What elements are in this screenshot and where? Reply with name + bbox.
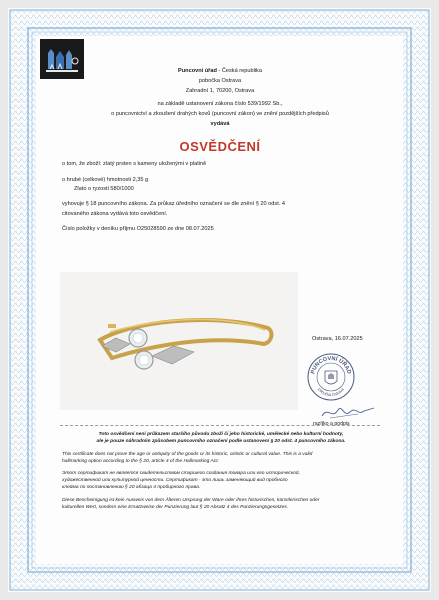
office-name: Puncovní úřad [178,68,217,74]
section-divider [60,425,380,426]
disclaimer-ru-line-3: клейма по постановлению § 20 абзаца 4 пробирного права. [62,485,201,490]
ledger-entry: Číslo položky v deníku příjmu O25028590 ze dne 08.07.2025 [62,226,214,232]
disclaimer-en-line-1: This certificate does not prove the age or antiquity of the goods or its historic, artistic or cultural value. This is a valid [62,452,313,457]
compliance-line-2: citovaného zákona vydává toto osvědčení. [62,211,168,217]
disclaimer-en-line-2: hallmarking option according to the § 20, article 4 of the Hallmarking Act. [62,459,219,464]
disclaimer-de-line-2: kulturellen Wert, sondern eine Ersatzweise der Punzierung laut § 20 Absatz 4 des Punzierungsgesetzes. [62,505,289,510]
document-title: OSVĚDČENÍ [179,139,261,154]
legal-basis-line-2: o puncovnictví a zkoušení drahých kovů (puncovní zákon) ve znění pozdějších předpisů [111,111,329,117]
office-branch: pobočka Ostrava [198,78,242,84]
stamp-text-bottom: pobočka Ostrava [317,386,345,398]
place-and-date: Ostrava, 16.07.2025 [312,336,363,342]
compliance-line-1: vyhovuje § 18 puncovního zákona. Za průkaz úředního označení se dle znění § 20 odst. 4 [62,201,285,207]
handwritten-signature [318,402,378,422]
ring-photo [60,272,298,410]
issues-label: vydává [210,121,230,127]
disclaimer-ru-line-1: Этот сертификат не является свидетельством старшего создания товара или его исторической, [62,471,300,476]
disclaimer-ru-line-2: художественной или культурной ценности. Сертификат - это лишь заменяющий вид пробного [62,478,288,483]
office-name-separator: - [216,68,222,74]
office-address: Zahradní 1, 70200, Ostrava [185,88,255,94]
stamp-text-top: PUNCOVNÍ ÚŘAD [310,355,352,375]
svg-text:pobočka Ostrava [317,386,345,397]
item-description: o tom, že zboží: zlatý prsten s kameny uloženými v platině [62,161,207,167]
official-round-stamp-icon [306,352,356,402]
disclaimer-cz-line-2: ale je pouze náhradním způsobem puncovního označení podle ustanovení § 20 odst. 4 puncovního zákona. [96,439,346,444]
svg-text:PUNCOVNÍ ÚŘAD [310,355,351,375]
stamp-and-signature-label: razítko a podpis [313,421,350,427]
disclaimer-cz-line-1: Toto osvědčení není průkazem staršího původu zboží či jeho historické, umělecké nebo kulturní hodnoty, [98,432,344,437]
office-name-line [60,66,380,76]
gross-weight: o hrubé (celkové) hmotnosti 2,35 g [62,177,149,183]
office-country: Česká republika [221,68,262,74]
legal-basis-line-1: na základě ustanovení zákona číslo 539/1992 Sb., [157,101,283,107]
disclaimer-de-line-1: Diese Bescheinigung ist kein Ausweis von dem Älteren Ursprung der Ware oder ihres historischen, künstlerischen oder [62,498,320,503]
metal-fineness: Zlato o ryzosti 580/1000 [74,186,134,192]
